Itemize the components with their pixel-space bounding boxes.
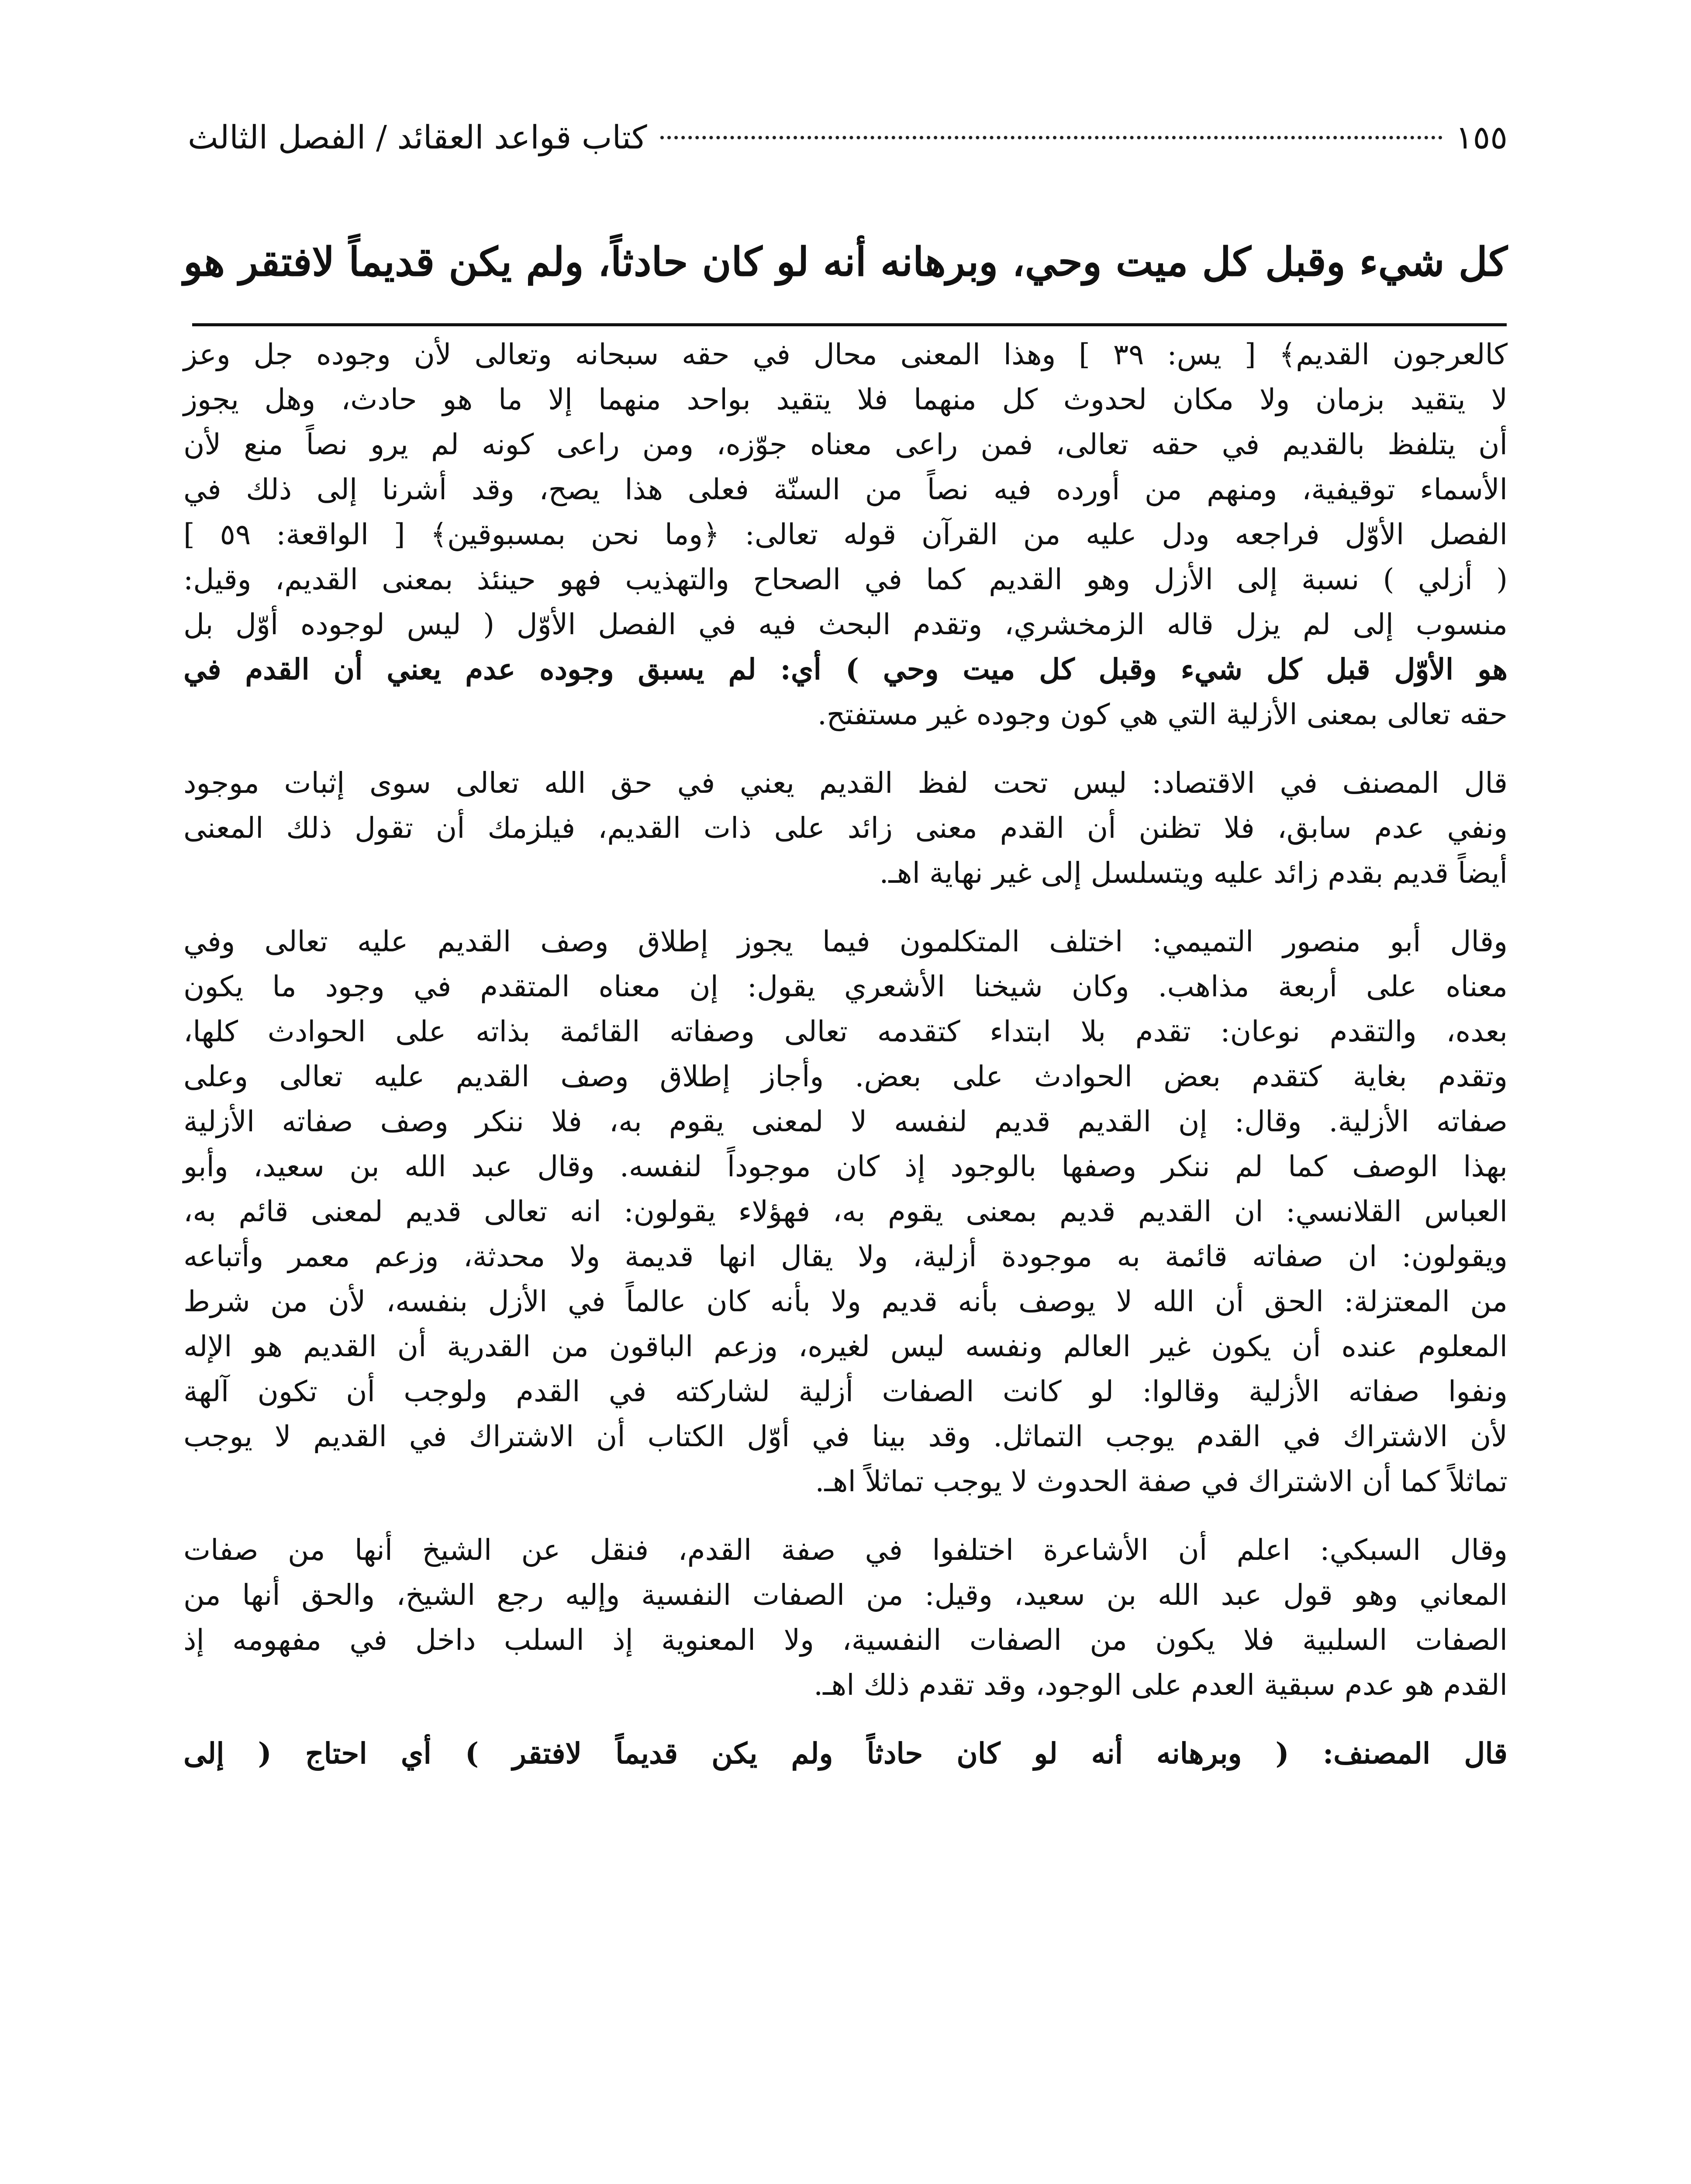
text-line: المعاني وهو قول عبد الله بن سعيد، وقيل: من الصفات النفسية وإليه رجع الشيخ، والحق أنها من bbox=[183, 1578, 1508, 1612]
paragraph-2 bbox=[183, 760, 1508, 895]
text-line: ( أزلي ) نسبة إلى الأزل وهو القديم كما في الصحاح والتهذيب فهو حينئذ بمعنى القديم، وقيل: bbox=[183, 563, 1508, 596]
text-line: وقال أبو منصور التميمي: اختلف المتكلمون فيما يجوز إطلاق وصف القديم عليه تعالى وفي bbox=[183, 925, 1508, 958]
text-line: وقال السبكي: اعلم أن الأشاعرة اختلفوا في صفة القدم، فنقل عن الشيخ أنها من صفات bbox=[183, 1533, 1508, 1567]
paragraph-3 bbox=[183, 919, 1508, 1504]
text-line: من المعتزلة: الحق أن الله لا يوصف بأنه قديم ولا بأنه كان عالماً في الأزل بنفسه، لأن من شرط bbox=[183, 1285, 1508, 1318]
text-line: لأن الاشتراك في القدم يوجب التماثل. وقد بينا في أوّل الكتاب أن الاشتراك في القديم لا يوجب bbox=[183, 1420, 1508, 1453]
paragraph-4 bbox=[183, 1527, 1508, 1707]
running-title: كتاب قواعد العقائد / الفصل الثالث bbox=[188, 119, 647, 156]
paragraph-1 bbox=[183, 332, 1508, 737]
text-line: وتقدم بغاية كتقدم بعض الحوادث على بعض. وأجاز إطلاق وصف القديم عليه تعالى وعلى bbox=[183, 1060, 1508, 1093]
text-line: القدم هو عدم سبقية العدم على الوجود، وقد تقدم ذلك اهـ. bbox=[814, 1668, 1508, 1702]
main-text-line: كل شيء وقبل كل ميت وحي، وبرهانه أنه لو كان حادثاً، ولم يكن قديماً لافتقر هو bbox=[183, 239, 1508, 285]
text-line: تماثلاً كما أن الاشتراك في صفة الحدوث لا يوجب تماثلاً اهـ. bbox=[815, 1465, 1508, 1498]
text-line: بعده، والتقدم نوعان: تقدم بلا ابتداء كتقدمه تعالى وصفاته القائمة بذاته على الحوادث كلها، bbox=[183, 1015, 1508, 1048]
text-line: منسوب إلى لم يزل قاله الزمخشري، وتقدم البحث فيه في الفصل الأوّل ( ليس لوجوده أوّل بل bbox=[183, 608, 1508, 641]
text-line: ونفي عدم سابق، فلا تظنن أن القدم معنى زائد على ذات القديم، فيلزمك أن تقول ذلك المعنى bbox=[183, 811, 1508, 845]
text-line: ويقولون: ان صفاته قائمة به موجودة أزلية، ولا يقال انها قديمة ولا محدثة، وزعم معمر وأتباعه bbox=[183, 1240, 1508, 1273]
text-line: قال المصنف: ( وبرهانه أنه لو كان حادثاً ولم يكن قديماً لافتقر ) أي احتاج ( إلى bbox=[183, 1736, 1508, 1770]
commentary-block bbox=[183, 332, 1508, 1776]
paragraph-gap bbox=[183, 895, 1508, 919]
text-line: كالعرجون القديم﴾ [ يس: ٣٩ ] وهذا المعنى محال في حقه سبحانه وتعالى لأن وجوده جل وعز bbox=[183, 338, 1508, 371]
text-line: قال المصنف في الاقتصاد: ليس تحت لفظ القديم يعني في حق الله تعالى سوى إثبات موجود bbox=[183, 766, 1508, 800]
paragraph-gap bbox=[183, 1504, 1508, 1527]
text-line: أن يتلفظ بالقديم في حقه تعالى، فمن راعى معناه جوّزه، ومن راعى كونه لم يرو نصاً منع لأن bbox=[183, 428, 1508, 461]
text-line: الأسماء توقيفية، ومنهم من أورده فيه نصاً من السنّة فعلى هذا يصح، وقد أشرنا إلى ذلك في bbox=[183, 473, 1508, 506]
text-line: الصفات السلبية فلا يكون من الصفات النفسية، ولا المعنوية إذ السلب داخل في مفهومه إذ bbox=[183, 1623, 1508, 1657]
paragraph-gap bbox=[183, 1707, 1508, 1731]
paragraph-5 bbox=[183, 1731, 1508, 1776]
text-line: صفاته الأزلية. وقال: إن القديم قديم لنفسه لا لمعنى يقوم به، فلا ننكر وصف صفاته الأزلية bbox=[183, 1105, 1508, 1138]
paragraph-gap bbox=[183, 737, 1508, 760]
dotted-leader bbox=[660, 136, 1443, 139]
text-line: بهذا الوصف كما لم ننكر وصفها بالوجود إذ كان موجوداً لنفسه. وقال عبد الله بن سعيد، وأبو bbox=[183, 1150, 1508, 1183]
text-line: هو الأوّل قبل كل شيء وقبل كل ميت وحي ) أي: لم يسبق وجوده عدم يعني أن القدم في bbox=[183, 652, 1508, 686]
page-number: ١٥٥ bbox=[1455, 119, 1508, 156]
text-line: العباس القلانسي: ان القديم قديم بمعنى يقوم به، فهؤلاء يقولون: انه تعالى قديم لمعنى قائم به، bbox=[183, 1195, 1508, 1228]
text-line: الفصل الأوّل فراجعه ودل عليه من القرآن قوله تعالى: ﴿وما نحن بمسبوقين﴾ [ الواقعة: ٥٩ ] bbox=[183, 518, 1508, 551]
running-header bbox=[188, 109, 1508, 166]
text-line: حقه تعالى بمعنى الأزلية التي هي كون وجوده غير مستفتح. bbox=[817, 698, 1508, 731]
text-line: أيضاً قديم بقدم زائد عليه ويتسلسل إلى غير نهاية اهـ. bbox=[879, 856, 1508, 890]
text-line: لا يتقيد بزمان ولا مكان لحدوث كل منهما فلا يتقيد بواحد منهما إلا ما هو حادث، وهل يجوز bbox=[183, 383, 1508, 416]
text-line: المعلوم عنده أن يكون غير العالم ونفسه ليس لغيره، وزعم الباقون من القدرية أن القديم هو الإله bbox=[183, 1330, 1508, 1363]
text-line: معناه على أربعة مذاهب. وكان شيخنا الأشعري يقول: إن معناه المتقدم في وجود ما يكون bbox=[183, 970, 1508, 1003]
text-line: ونفوا صفاته الأزلية وقالوا: لو كانت الصفات أزلية لشاركته في القدم ولوجب أن تكون آلهة bbox=[183, 1375, 1508, 1408]
text-divider bbox=[192, 323, 1507, 326]
